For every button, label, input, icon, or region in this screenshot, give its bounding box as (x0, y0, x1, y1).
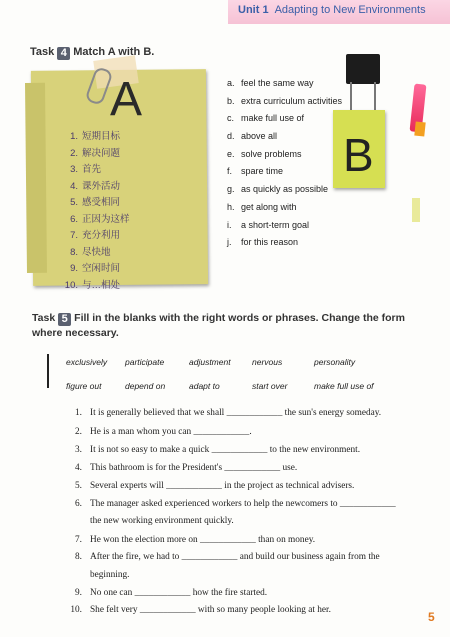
list-b-item: b. extra curriculum activities (227, 95, 343, 106)
list-a-item: 5. 感受相同 (70, 197, 121, 208)
question: 2. He is a man whom you can ____________. (75, 427, 252, 437)
list-b-item: c. make full use of (227, 113, 305, 124)
task5-heading (32, 311, 422, 340)
task5-instruction: Fill in the blanks with the right words or phrases. Change the form where necessary. (32, 312, 405, 339)
word-bank-bar (47, 354, 49, 388)
binder-clip-icon (346, 54, 380, 84)
letter-a: A (110, 73, 143, 126)
question: 9. No one can ____________ how the fire started. (75, 588, 268, 598)
task4-label: Task (30, 46, 55, 58)
list-a-item: 3. 首先 (70, 164, 102, 175)
list-b-item: f. spare time (227, 166, 284, 177)
question: 4. This bathroom is for the President's ____________ use. (75, 463, 298, 473)
question: 10. She felt very ____________ with so many people looking at her. (70, 605, 331, 615)
question: 3. It is not so easy to make a quick ____________ to the new environment. (75, 445, 361, 455)
list-a-item: 2. 解决问题 (70, 147, 121, 159)
list-b-item: j. for this reason (227, 237, 299, 248)
unit-title: Adapting to New Environments (274, 4, 426, 16)
list-a-item: 4. 课外活动 (70, 180, 121, 192)
lipstick-base-icon (414, 122, 425, 137)
list-b (227, 78, 342, 255)
word-bank-item: personality (314, 357, 356, 367)
unit-header (238, 4, 426, 16)
word-bank-item: participate (125, 357, 165, 367)
question: 8. After the fire, we had to ____________ and build our business again from the (75, 552, 380, 562)
question: 7. He won the election more on ____________ than on money. (75, 535, 316, 545)
word-bank-item: nervous (252, 357, 283, 367)
question-continuation: the new working environment quickly. (90, 516, 234, 526)
question: 5. Several experts will ____________ in the project as technical advisers. (75, 481, 355, 491)
letter-b: B (343, 129, 374, 181)
word-bank-item: figure out (66, 381, 102, 391)
question: 1. It is generally believed that we shall ____________ the sun's energy someday. (75, 408, 382, 418)
word-bank-item: adapt to (189, 381, 220, 391)
task5-label: Task (32, 312, 56, 324)
list-a (60, 128, 130, 293)
question: 6. The manager asked experienced workers to help the newcomers to ____________ (75, 499, 396, 509)
page-number: 5 (428, 610, 435, 624)
edge-tab-decoration (412, 198, 420, 222)
list-a-item: 8. 尽快地 (70, 246, 111, 258)
list-b-item: e. solve problems (227, 148, 302, 159)
word-bank-item: adjustment (189, 357, 231, 367)
list-a-item: 6. 正因为这样 (70, 213, 130, 225)
task4-title: Match A with B. (73, 46, 155, 58)
list-a-item: 10. 与…相处 (64, 279, 121, 291)
word-bank-item: exclusively (66, 357, 108, 367)
word-bank-item: start over (252, 381, 288, 391)
word-bank-item: make full use of (314, 381, 374, 391)
list-a-item: 7. 充分利用 (70, 230, 121, 241)
list-b-item: d. above all (227, 131, 278, 142)
task4-number: 4 (57, 47, 70, 60)
unit-label: Unit 1 (238, 4, 269, 16)
list-b-item: i. a short-term goal (227, 219, 310, 230)
question-continuation: beginning. (90, 570, 130, 580)
task4-heading (30, 46, 154, 60)
list-b-item: g. as quickly as possible (227, 184, 329, 195)
list-b-item: a. feel the same way (227, 78, 314, 88)
task5-number: 5 (58, 313, 71, 326)
list-b-item: h. get along with (227, 201, 297, 212)
list-a-item: 9. 空闲时间 (70, 263, 121, 274)
word-bank-item: depend on (125, 381, 166, 391)
list-a-item: 1. 短期目标 (70, 131, 121, 142)
